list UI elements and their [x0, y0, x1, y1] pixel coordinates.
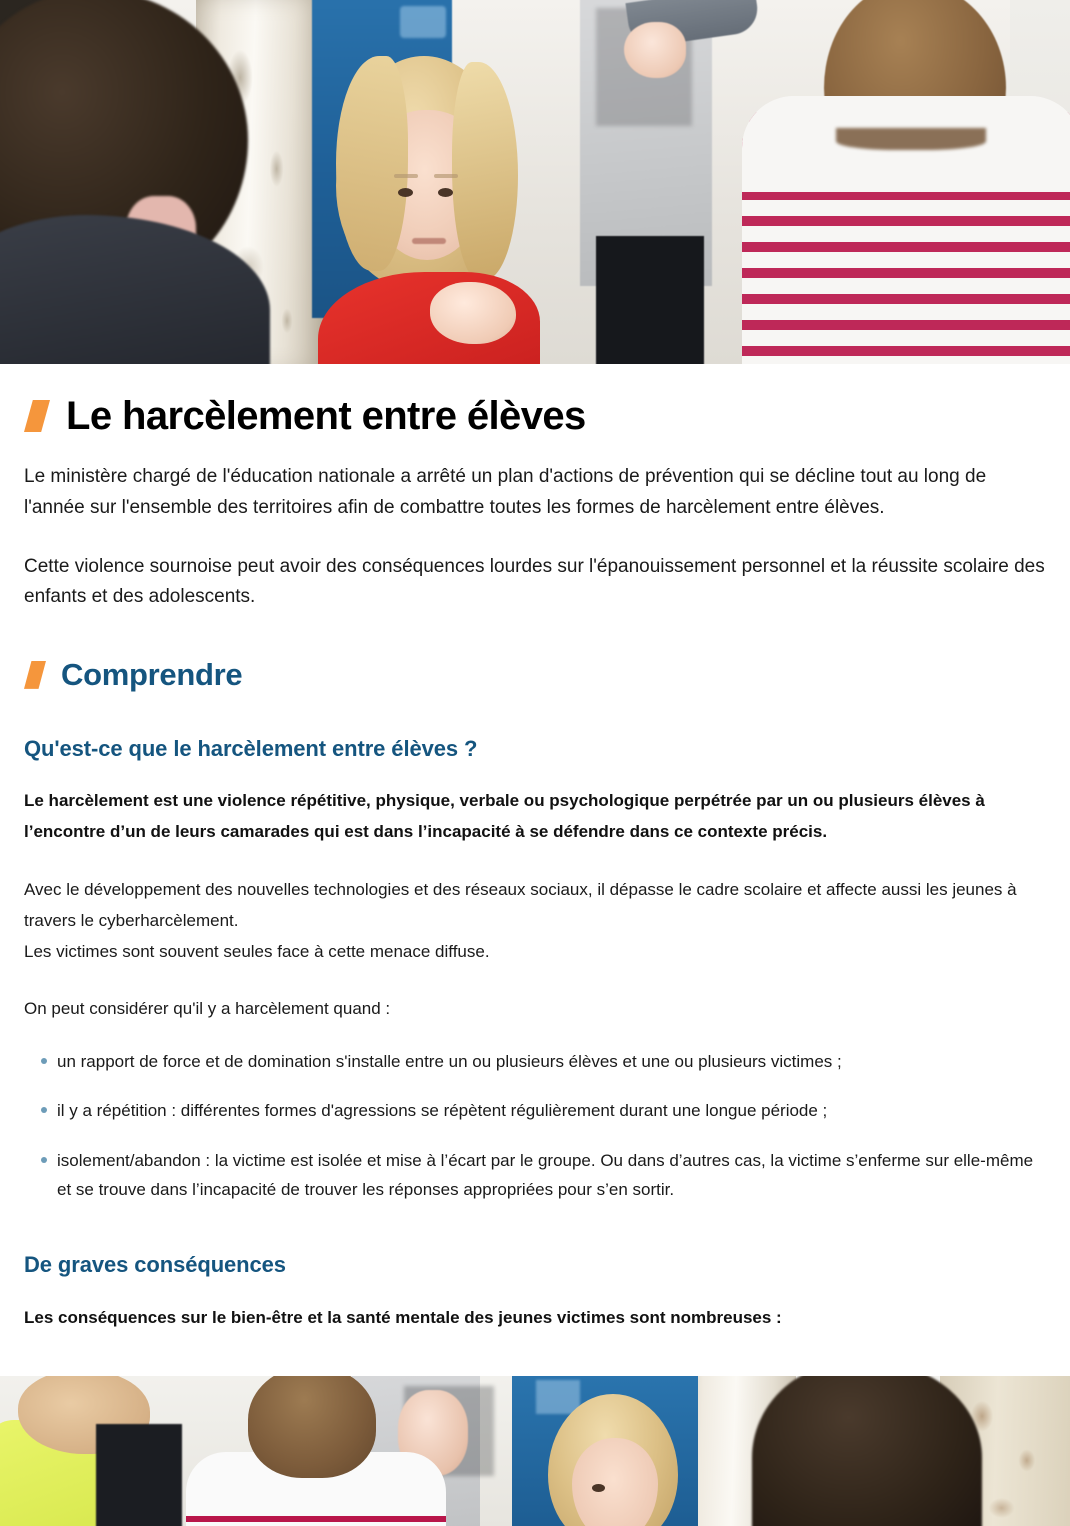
section-heading-comprendre: Comprendre: [61, 657, 243, 693]
orange-slash-icon: [24, 400, 50, 432]
cyberharcelement-paragraph: [24, 875, 1048, 968]
list-item: il y a répétition : différentes formes d'agressions se répètent régulièrement durant une longue période ;: [40, 1096, 1048, 1126]
consequences-bold-paragraph: Les conséquences sur le bien-être et la santé mentale des jeunes victimes sont nombreuses :: [24, 1308, 782, 1328]
footer-photo-girl-eye: [592, 1484, 605, 1492]
hero-image: [0, 0, 1070, 364]
footer-illustration: [0, 1376, 1070, 1526]
footer-photo-blue-shirt-print: [536, 1380, 580, 1414]
photo-blue-shirt-print: [400, 6, 446, 38]
footer-photo-child-dark-hair: [752, 1376, 982, 1526]
orange-slash-icon: [24, 661, 46, 689]
cyberharcelement-line-1: Avec le développement des nouvelles technologies et des réseaux sociaux, il dépasse le cadre scolaire et affecte aussi les jeunes à travers le cyberharcèlement.: [24, 879, 1017, 930]
photo-pointing-hand: [624, 22, 686, 78]
harcelement-criteria-list: [24, 1047, 1048, 1205]
photo-girl-eye-right: [438, 188, 453, 197]
photo-girl-eyebrow-right: [434, 174, 458, 178]
photo-child-striped-hairline: [836, 128, 986, 150]
page-title: Le harcèlement entre élèves: [66, 394, 586, 438]
intro-paragraph-1: Le ministère chargé de l'éducation nationale a arrêté un plan d'actions de prévention qui se décline tout au long de l'année sur l'ensemble des territoires afin de combattre toutes les formes de harcèlement entre élèves.: [24, 466, 987, 518]
bullet-list-intro: On peut considérer qu'il y a harcèlement quand :: [24, 998, 391, 1018]
definition-bold-paragraph: Le harcèlement est une violence répétitive, physique, verbale ou psychologique perpétrée par un ou plusieurs élèves à l’encontre d’un de leurs camarades qui est dans l’incapacité à se défendre dans ce contexte précis.: [24, 791, 985, 841]
footer-photo-girl-face: [572, 1438, 658, 1526]
section-heading-comprendre-row: [24, 657, 1048, 693]
photo-girl-clasped-hands: [430, 282, 516, 344]
list-item: isolement/abandon : la victime est isolée et mise à l’écart par le groupe. Ou dans d’autres cas, la victime s’enferme sur elle-même et se trouve dans l’incapacité de trouver les réponses appropriées pour s’en sortir.: [40, 1146, 1048, 1205]
intro-paragraph-2: Cette violence sournoise peut avoir des conséquences lourdes sur l'épanouissement personnel et la réussite scolaire des enfants et des adolescents.: [24, 555, 1045, 608]
page-title-row: [24, 394, 1048, 438]
photo-girl-eye-left: [398, 188, 413, 197]
subsection-heading-definition: Qu'est-ce que le harcèlement entre élèves ?: [24, 735, 478, 761]
photo-hoodie-legs: [596, 236, 704, 364]
hero-illustration: [0, 0, 1070, 364]
list-item: un rapport de force et de domination s'installe entre un ou plusieurs élèves et une ou plusieurs victimes ;: [40, 1047, 1048, 1077]
article-content: [0, 394, 1070, 1334]
photo-girl-mouth: [412, 238, 446, 244]
photo-girl-eyebrow-left: [394, 174, 418, 178]
cyberharcelement-line-2: Les victimes sont souvent seules face à cette menace diffuse.: [24, 941, 490, 961]
footer-photo-child-left-body: [96, 1424, 182, 1526]
footer-image: [0, 1376, 1070, 1526]
subsection-heading-consequences: De graves conséquences: [24, 1251, 286, 1277]
footer-photo-child-striped-head: [248, 1376, 376, 1478]
